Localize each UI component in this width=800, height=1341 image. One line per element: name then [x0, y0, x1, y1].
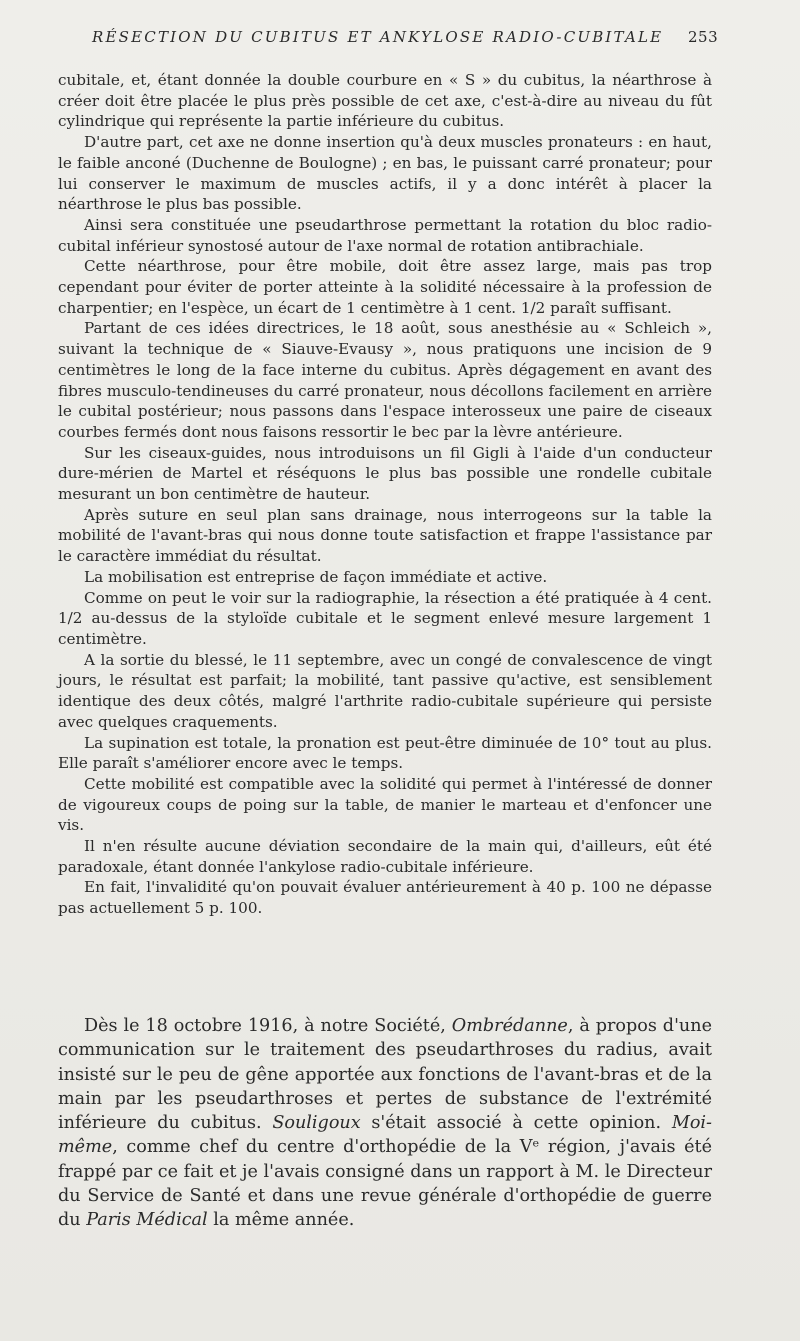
paragraph: Comme on peut le voir sur la radiographie, la résection a été pratiquée à 4 cent. 1/2 au-dessus de la styloïde cubitale et le segment enlevé mesure largement 1 centimètre.	[58, 588, 712, 648]
paragraph: Partant de ces idées directrices, le 18 août, sous anesthésie au « Schleich », suivant la technique de « Siauve-Evausy », nous pratiquons une incision de 9 centimètres le long de la face interne du cubitus. Après dégagement en avant des fibres musculo-tendineuses du carré pronateur, nous décollons facilement en arrière le cubital postérieur; nous passons dans l'espace interosseux une paire de ciseaux courbes fermés dont nous faisons ressortir le bec par la lèvre antérieure.	[58, 319, 712, 441]
paragraph: Ainsi sera constituée une pseudarthrose permettant la rotation du bloc radio-cubital inférieur synostosé autour de l'axe normal de rotation antibrachiale.	[58, 215, 712, 255]
page-number: 253	[688, 28, 719, 46]
running-header	[92, 28, 719, 46]
paragraph: Après suture en seul plan sans drainage, nous interrogeons sur la table la mobilité de l'avant-bras qui nous donne toute satisfaction et frappe l'assistance par le caractère immédiat du résultat.	[58, 505, 712, 566]
text-run: Dès le 18 octobre 1916, à notre Société,	[84, 1016, 452, 1036]
paragraph: Cette mobilité est compatible avec la solidité qui permet à l'intéressé de donner de vigoureux coups de poing sur la table, de manier le marteau et d'enfoncer une vis.	[58, 774, 712, 835]
text-run: , à propos d'une communication sur le traitement des pseudarthroses du radius, avait insisté sur le peu de gêne apportée aux fonctions de l'avant-bras et de la main par les pseudarthroses et pertes de substance de l'extrémité inférieure du cubitus.	[58, 1016, 712, 1134]
paragraph: La mobilisation est entreprise de façon immédiate et active.	[84, 567, 548, 586]
case-report-text	[58, 70, 712, 919]
emphasis-moi-meme: Moi-même	[58, 1113, 712, 1158]
text-run: la même année.	[207, 1210, 355, 1231]
text-run: , comme chef du centre d'orthopédie de la Vᵉ région, j'avais été frappé par ce fait et je l'avais consigné dans un rapport à M. le Directeur du Service de Santé et dans une revue générale d'orthopédie de guerre du	[58, 1137, 712, 1231]
closing-paragraph	[58, 1014, 712, 1233]
paragraph: En fait, l'invalidité qu'on pouvait évaluer antérieurement à 40 p. 100 ne dépasse pas actuellement 5 p. 100.	[58, 878, 712, 918]
paragraph: Cette néarthrose, pour être mobile, doit être assez large, mais pas trop cependant pour éviter de porter atteinte à la solidité nécessaire à la profession de charpentier; en l'espèce, un écart de 1 centimètre à 1 cent. 1/2 paraît suffisant.	[58, 257, 712, 317]
discussion-text	[58, 1014, 712, 1233]
paragraph: La supination est totale, la pronation est peut-être diminuée de 10° tout au plus. Elle paraît s'améliorer encore avec le temps.	[58, 733, 712, 773]
author-name-ombredanne: Ombrédanne	[451, 1016, 568, 1036]
paragraph: Il n'en résulte aucune déviation secondaire de la main qui, d'ailleurs, eût été paradoxale, étant donnée l'ankylose radio-cubitale inférieure.	[58, 837, 712, 876]
journal-title: Paris Médical	[86, 1210, 208, 1231]
paragraph: D'autre part, cet axe ne donne insertion qu'à deux muscles pronateurs : en haut, le faible anconé (Duchenne de Boulogne) ; en bas, le puissant carré pronateur; pour lui conserver le maximum de muscles actifs, il y a donc intérêt à placer la néarthrose le plus bas possible.	[58, 133, 712, 214]
running-title: RÉSECTION DU CUBITUS ET ANKYLOSE RADIO-CUBITALE	[92, 28, 664, 46]
paragraph: A la sortie du blessé, le 11 septembre, avec un congé de convalescence de vingt jours, le résultat est parfait; la mobilité, tant passive qu'active, est sensiblement identique des deux côtés, malgré l'arthrite radio-cubitale supérieure qui persiste avec quelques craquements.	[58, 650, 712, 731]
paragraph: cubitale, et, étant donnée la double courbure en « S » du cubitus, la néarthrose à créer doit être placée le plus près possible de cet axe, c'est-à-dire au niveau du fût cylindrique qui représente la partie inférieure du cubitus.	[58, 71, 712, 131]
author-name-souligoux: Souligoux	[272, 1113, 361, 1134]
paragraph: Sur les ciseaux-guides, nous introduisons un fil Gigli à l'aide d'un conducteur dure-mérien de Martel et réséquons le plus bas possible une rondelle cubitale mesurant un bon centimètre de hauteur.	[58, 443, 712, 504]
text-run: s'était associé à cette opinion.	[360, 1113, 672, 1134]
